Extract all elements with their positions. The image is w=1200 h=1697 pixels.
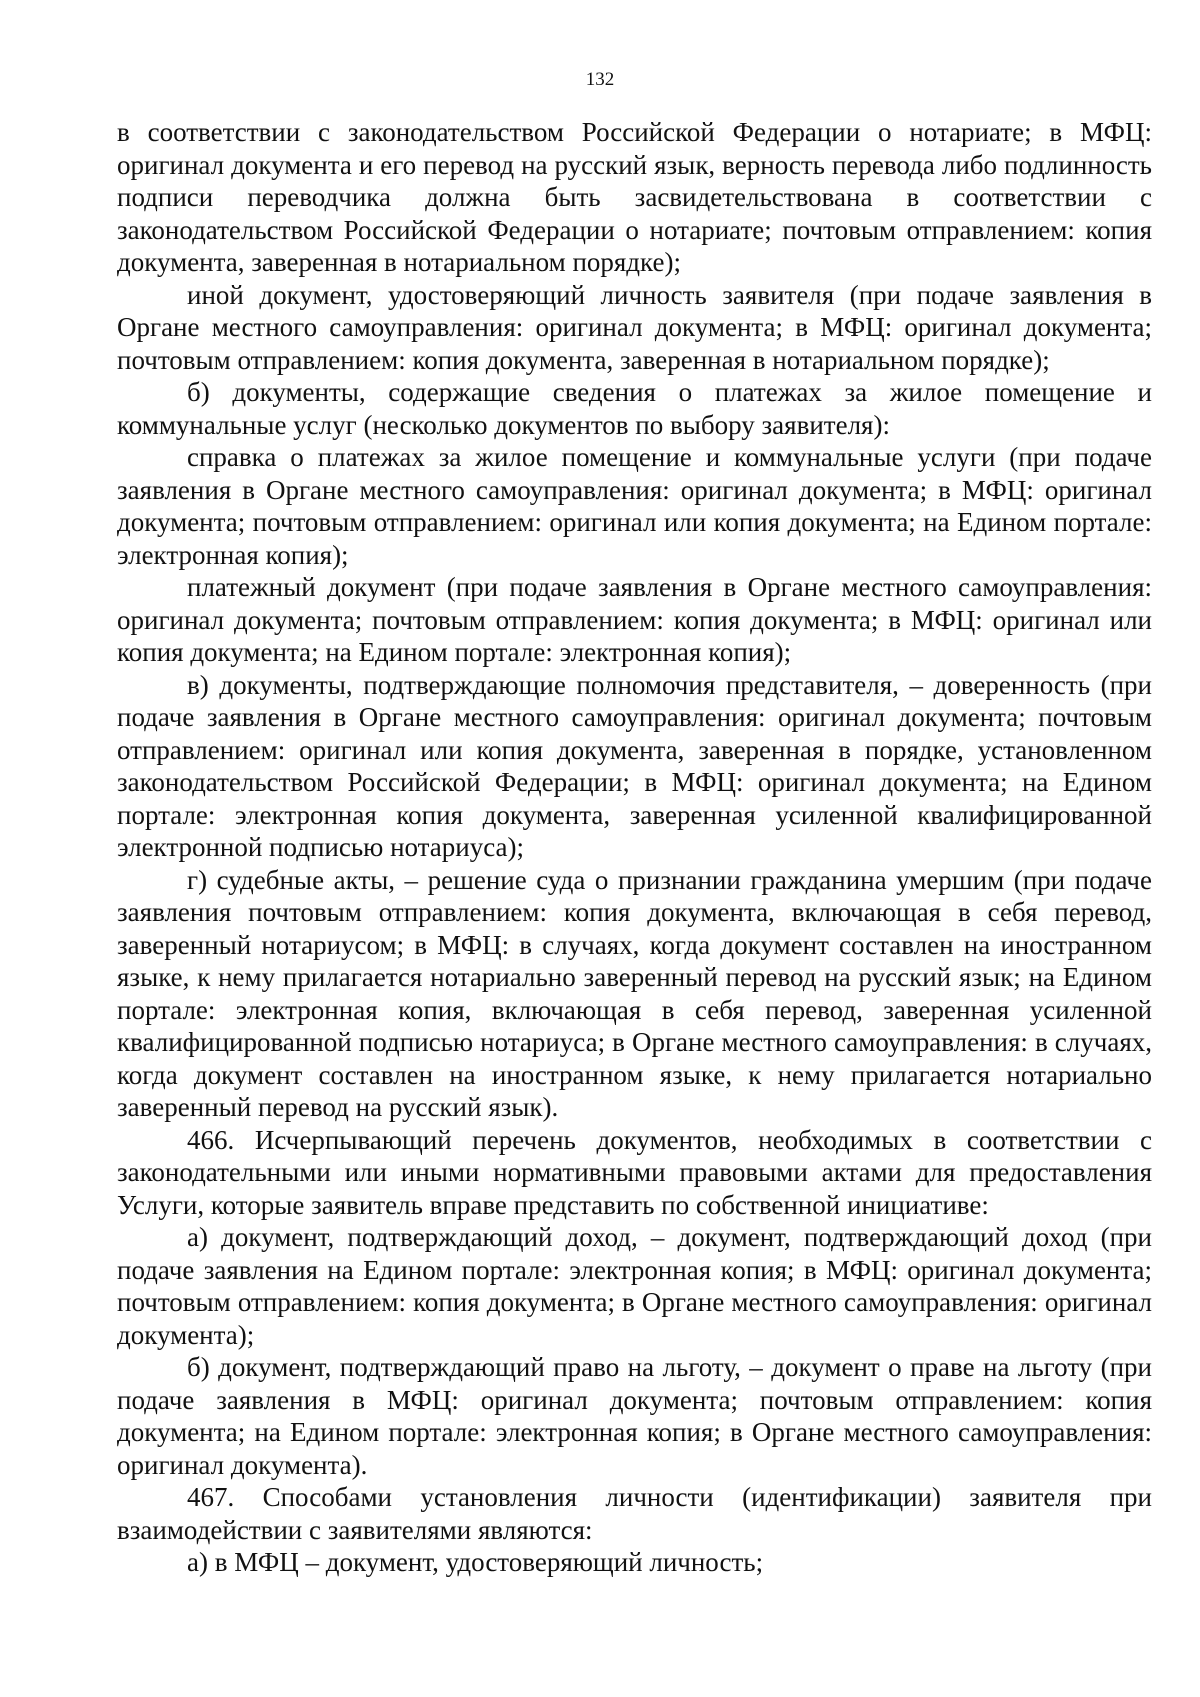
document-body <box>117 116 1152 1579</box>
paragraph-other-identity-document: иной документ, удостоверяющий личность заявителя (при подаче заявления в Органе местного самоуправления: оригинал документа; в МФЦ: оригинал документа; почтовым отправлением: копия документа, заверенная в нотариальном порядке); <box>117 279 1152 375</box>
paragraph-notary-continuation: в соответствии с законодательством Российской Федерации о нотариате; в МФЦ: оригинал документа и его перевод на русский язык, верность перевода либо подлинность подписи переводчика должна быть засвидетельствована в соответствии с законодательством Российской Федерации о нотариате; почтовым отправлением: копия документа, заверенная в нотариальном порядке); <box>117 117 1152 277</box>
paragraph-466-b-benefit: б) документ, подтверждающий право на льготу, – документ о праве на льготу (при подаче заявления в МФЦ: оригинал документа; почтовым отправлением: копия документа; на Едином портале: электронная копия; в Органе местного самоуправления: оригинал документа). <box>117 1352 1152 1480</box>
paragraph-466-a-income: а) документ, подтверждающий доход, – документ, подтверждающий доход (при подаче заявления на Едином портале: электронная копия; в МФЦ: оригинал документа; почтовым отправлением: копия документа; в Органе местного самоуправления: оригинал документа); <box>117 1222 1152 1350</box>
paragraph-467: 467. Способами установления личности (идентификации) заявителя при взаимодействии с заявителями являются: <box>117 1482 1152 1545</box>
paragraph-b-payment-documents: б) документы, содержащие сведения о платежах за жилое помещение и коммунальные услуг (несколько документов по выбору заявителя): <box>117 377 1152 440</box>
paragraph-g-court-acts: г) судебные акты, – решение суда о признании гражданина умершим (при подаче заявления почтовым отправлением: копия документа, включающая в себя перевод, заверенный нотариусом; в МФЦ: в случаях, когда документ составлен на иностранном языке, к нему прилагается нотариально заверенный перевод на русский язык; на Едином портале: электронная копия, включающая в себя перевод, заверенная усиленной квалифицированной подписью нотариуса; в Органе местного самоуправления: в случаях, когда документ составлен на иностранном языке, к нему прилагается нотариально заверенный перевод на русский язык). <box>117 864 1152 1122</box>
paragraph-v-representative-authority: в) документы, подтверждающие полномочия представителя, – доверенность (при подаче заявления в Органе местного самоуправления: оригинал документа; почтовым отправлением: оригинал или копия документа, заверенная в порядке, установленном законодательством Российской Федерации; в МФЦ: оригинал документа; на Едином портале: электронная копия документа, заверенная усиленной квалифицированной электронной подписью нотариуса); <box>117 669 1152 862</box>
paragraph-467-a-mfc: а) в МФЦ – документ, удостоверяющий личность; <box>187 1547 764 1577</box>
paragraph-payment-certificate: справка о платежах за жилое помещение и коммунальные услуги (при подаче заявления в Органе местного самоуправления: оригинал документа; в МФЦ: оригинал документа; почтовым отправлением: оригинал или копия документа; на Едином портале: электронная копия); <box>117 442 1152 570</box>
paragraph-payment-document: платежный документ (при подаче заявления в Органе местного самоуправления: оригинал документа; почтовым отправлением: копия документа; в МФЦ: оригинал или копия документа; на Едином портале: электронная копия); <box>117 572 1152 667</box>
paragraph-466: 466. Исчерпывающий перечень документов, необходимых в соответствии с законодательными или иными нормативными правовыми актами для предоставления Услуги, которые заявитель вправе представить по собственной инициативе: <box>117 1124 1152 1220</box>
page-number: 132 <box>585 69 615 90</box>
